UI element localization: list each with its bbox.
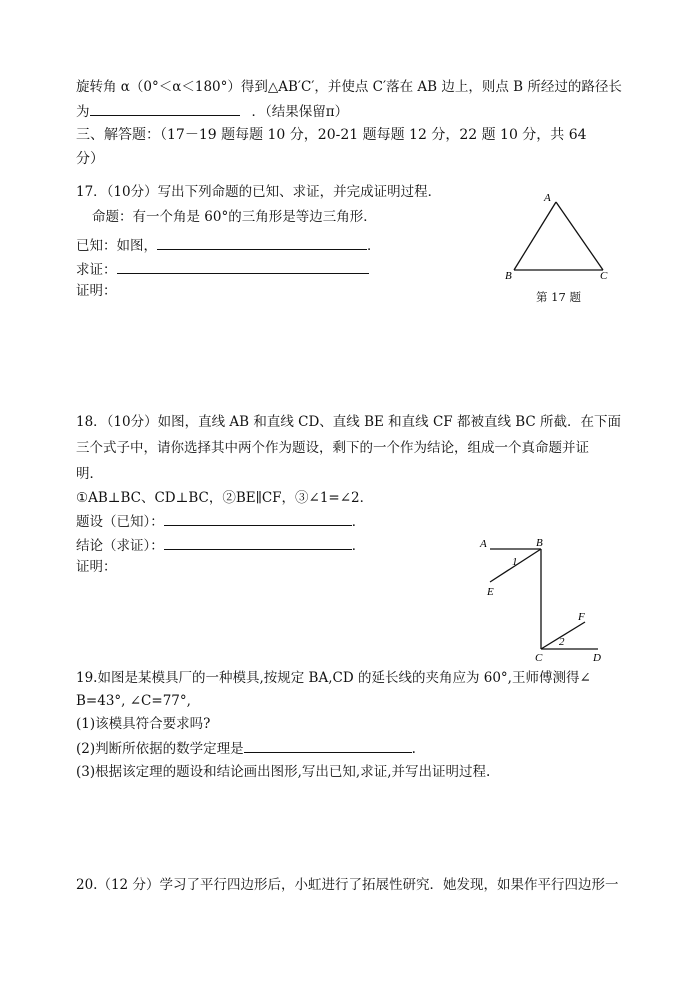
answer-blank[interactable] [164,536,352,550]
point-label-b: B [505,270,512,282]
q17-proof: 证明： [76,283,117,299]
triangle-side-ac [556,202,603,270]
angle-label-2: 2 [559,636,565,648]
q18-conclusion [76,536,365,555]
text-fragment: . [411,741,416,757]
q17-triangle-figure [500,188,620,288]
text-fragment: ． [351,538,366,554]
text-fragment: 结论（求证）： [76,538,164,554]
point-label-a: A [544,192,551,204]
q19-part1: (1)该模具符合要求吗? [76,716,211,732]
q19-line: 19.如图是某模具厂的一种模具,按规定 BA,CD 的延长线的夹角应为 60°,王师傅测得∠ [76,670,591,686]
text-fragment: 题设（已知）： [76,514,164,530]
point-label-e: E [487,586,494,598]
q18-hypothesis [76,512,365,531]
answer-blank[interactable] [164,512,352,526]
q18-figure [470,535,620,670]
answer-blank[interactable] [244,739,412,753]
point-label-b: B [536,537,543,549]
text-fragment: ． [351,514,366,530]
q17-title: 17．（10分）写出下列命题的已知、求证，并完成证明过程． [76,184,442,200]
q19-part3: (3)根据该定理的题设和结论画出图形,写出已知,求证,并写出证明过程. [76,764,491,780]
point-label-d: D [593,652,601,664]
q20-line: 20.（12 分）学习了平行四边形后，小虹进行了拓展性研究．她发现，如果作平行四边形一 [76,877,619,893]
q19-line: B=43°, ∠C=77°, [76,693,191,709]
text-fragment: ．（结果保留π） [251,104,349,120]
answer-blank[interactable] [117,260,369,274]
text-fragment: 已知：如图， [76,238,157,254]
angle-label-1: 1 [512,556,518,568]
q18-options: ①AB⊥BC、CD⊥BC，②BE∥CF，③∠1=∠2． [76,490,374,506]
text-fragment: (2)判断所依据的数学定理是 [76,741,244,757]
point-label-c: C [535,652,543,664]
text-fragment: 为 [76,104,90,120]
q17-prove [76,260,369,279]
answer-blank[interactable] [157,236,367,250]
text-line [76,102,348,121]
text-fragment: ． [367,238,381,254]
point-label-a: A [480,538,487,550]
section-heading: 分） [76,151,104,167]
point-label-c: C [600,270,608,282]
answer-blank[interactable] [90,102,240,116]
triangle-side-ab [514,202,556,270]
point-label-f: F [578,611,585,623]
q17-given [76,236,381,255]
text-line: 旋转角 α（0°＜α＜180°）得到△AB′C′，并使点 C′落在 AB 边上，则点 B 所经过的路径长 [76,79,622,95]
q19-part2 [76,739,416,758]
q17-caption: 第 17 题 [536,290,581,304]
q18-proof: 证明： [76,559,117,575]
q17-proposition: 命题：有一个角是 60°的三角形是等边三角形． [92,209,377,225]
q18-line: 18．（10分）如图，直线 AB 和直线 CD、直线 BE 和直线 CF 都被直线 BC 所截．在下面 [76,414,622,430]
q18-line: 明． [76,466,103,482]
q18-line: 三个式子中，请你选择其中两个作为题设，剩下的一个作为结论，组成一个真命题并证 [76,440,589,456]
section-heading: 三、解答题：（17－19 题每题 10 分，20-21 题每题 12 分，22 题 10 分，共 64 [76,127,587,143]
text-fragment: 求证： [76,262,117,278]
